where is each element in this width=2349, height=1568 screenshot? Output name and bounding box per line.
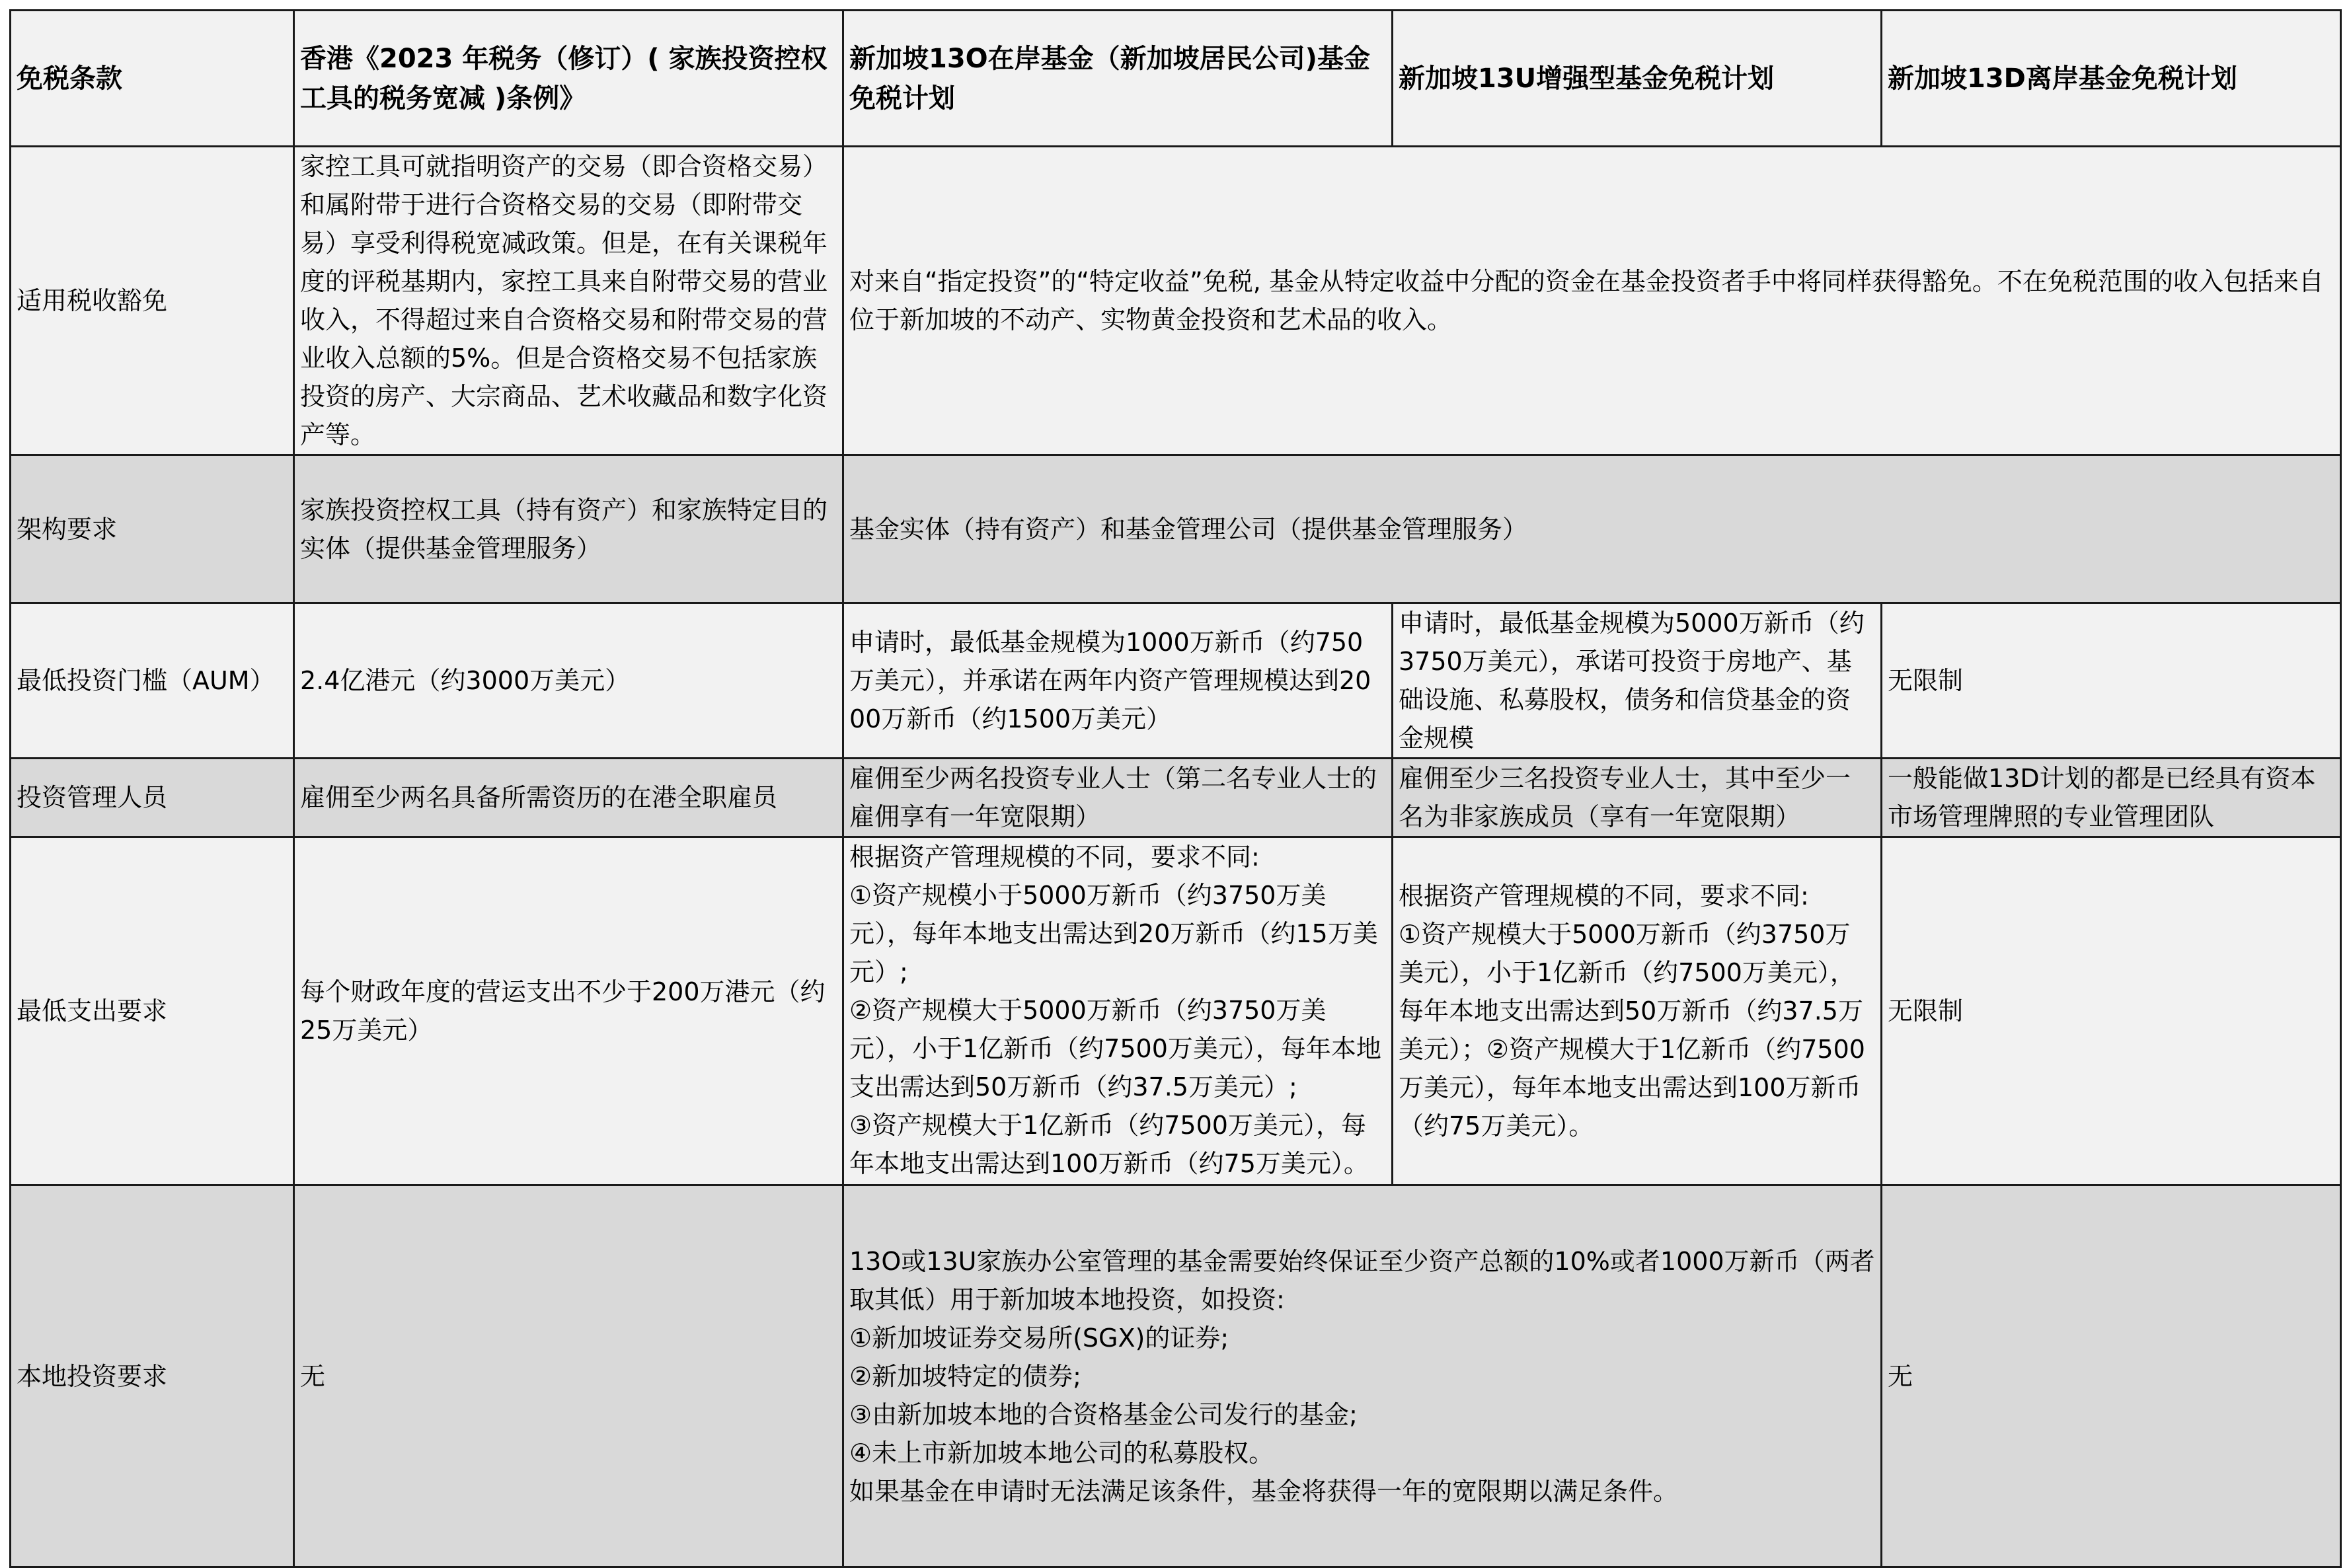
header-row (11, 11, 2341, 147)
cell-hk-local-invest: 无 (294, 1185, 843, 1567)
cell-13u-min-aum: 申请时，最低基金规模为5000万新币（约3750万美元），承诺可投资于房地产、基础设施、私募股权，债务和信贷基金的资金规模 (1393, 603, 1882, 759)
cell-hk-min-aum: 2.4亿港元（约3000万美元） (294, 603, 843, 759)
row-label-tax-exemption: 适用税收豁免 (11, 147, 294, 455)
spend-13o-line: ③资产规模大于1亿新币（约7500万美元），每年本地支出需达到100万新币（约75万美元）。 (849, 1111, 1369, 1178)
cell-sg-local-invest (843, 1185, 1882, 1567)
cell-hk-staff: 雇佣至少两名具备所需资历的在港全职雇员 (294, 759, 843, 837)
row-structure (11, 455, 2341, 603)
row-label-structure: 架构要求 (11, 455, 294, 603)
spend-13u-line: ①资产规模大于5000万新币（约3750万美元），小于1亿新币（约7500万美元），每年本地支出需达到50万新币（约37.5万美元）；②资产规模大于1亿新币（约7500万美元），每年本地支出需达到100万新币（约75万美元）。 (1399, 920, 1865, 1140)
cell-13d-min-aum: 无限制 (1882, 603, 2341, 759)
cell-sg-tax-exemption: 对来自“指定投资”的“特定收益”免税, 基金从特定收益中分配的资金在基金投资者手中将同样获得豁免。不在免税范围的收入包括来自位于新加坡的不动产、实物黄金投资和艺术品的收入。 (843, 147, 2341, 455)
cell-hk-min-spend: 每个财政年度的营运支出不少于200万港元（约25万美元） (294, 837, 843, 1185)
local-invest-line: 如果基金在申请时无法满足该条件，基金将获得一年的宽限期以满足条件。 (849, 1476, 1679, 1506)
spend-13o-line: ①资产规模小于5000万新币（约3750万美元），每年本地支出需达到20万新币（约15万美元）; (849, 881, 1378, 987)
cell-13d-local-invest: 无 (1882, 1185, 2341, 1567)
row-label-min-aum: 最低投资门槛（AUM） (11, 603, 294, 759)
cell-13o-staff: 雇佣至少两名投资专业人士（第二名专业人士的雇佣享有一年宽限期） (843, 759, 1393, 837)
row-local-invest (11, 1185, 2341, 1567)
local-invest-line: ①新加坡证券交易所(SGX)的证券; (849, 1323, 1229, 1353)
header-sg-13d: 新加坡13D离岸基金免税计划 (1882, 11, 2341, 147)
cell-13u-min-spend (1393, 837, 1882, 1185)
row-label-staff: 投资管理人员 (11, 759, 294, 837)
row-label-local-invest: 本地投资要求 (11, 1185, 294, 1567)
header-sg-13u: 新加坡13U增强型基金免税计划 (1393, 11, 1882, 147)
local-invest-line: 13O或13U家族办公室管理的基金需要始终保证至少资产总额的10%或者1000万新币（两者取其低）用于新加坡本地投资，如投资: (849, 1246, 1875, 1314)
header-hk: 香港《2023 年税务（修订）( 家族投资控权工具的税务宽减 )条例》 (294, 11, 843, 147)
local-invest-line: ④未上市新加坡本地公司的私募股权。 (849, 1438, 1274, 1468)
cell-13d-min-spend: 无限制 (1882, 837, 2341, 1185)
local-invest-line: ②新加坡特定的债券; (849, 1361, 1081, 1391)
cell-13u-staff: 雇佣至少三名投资专业人士，其中至少一名为非家族成员（享有一年宽限期） (1393, 759, 1882, 837)
spend-13o-line: ②资产规模大于5000万新币（约3750万美元），小于1亿新币（约7500万美元），每年本地支出需达到50万新币（约37.5万美元）; (849, 996, 1381, 1101)
comparison-table (9, 9, 2342, 1568)
cell-13d-staff: 一般能做13D计划的都是已经具有资本市场管理牌照的专业管理团队 (1882, 759, 2341, 837)
row-min-spend (11, 837, 2341, 1185)
cell-13o-min-spend (843, 837, 1393, 1185)
row-tax-exemption (11, 147, 2341, 455)
spend-13o-line: 根据资产管理规模的不同，要求不同: (849, 842, 1260, 872)
cell-13o-min-aum: 申请时，最低基金规模为1000万新币（约750万美元），并承诺在两年内资产管理规模达到2000万新币（约1500万美元） (843, 603, 1393, 759)
cell-hk-tax-exemption: 家控工具可就指明资产的交易（即合资格交易）和属附带于进行合资格交易的交易（即附带交易）享受利得税宽减政策。但是，在有关课税年度的评税基期内，家控工具来自附带交易的营业收入，不得超过来自合资格交易和附带交易的营业收入总额的5%。但是合资格交易不包括家族投资的房产、大宗商品、艺术收藏品和数字化资产等。 (294, 147, 843, 455)
row-label-min-spend: 最低支出要求 (11, 837, 294, 1185)
local-invest-line: ③由新加坡本地的合资格基金公司发行的基金; (849, 1400, 1358, 1429)
cell-sg-structure: 基金实体（持有资产）和基金管理公司（提供基金管理服务） (843, 455, 2341, 603)
spend-13u-line: 根据资产管理规模的不同，要求不同: (1399, 881, 1809, 911)
cell-hk-structure: 家族投资控权工具（持有资产）和家族特定目的实体（提供基金管理服务） (294, 455, 843, 603)
header-sg-13o: 新加坡13O在岸基金（新加坡居民公司)基金免税计划 (843, 11, 1393, 147)
row-min-aum (11, 603, 2341, 759)
row-staff (11, 759, 2341, 837)
header-clause: 免税条款 (11, 11, 294, 147)
